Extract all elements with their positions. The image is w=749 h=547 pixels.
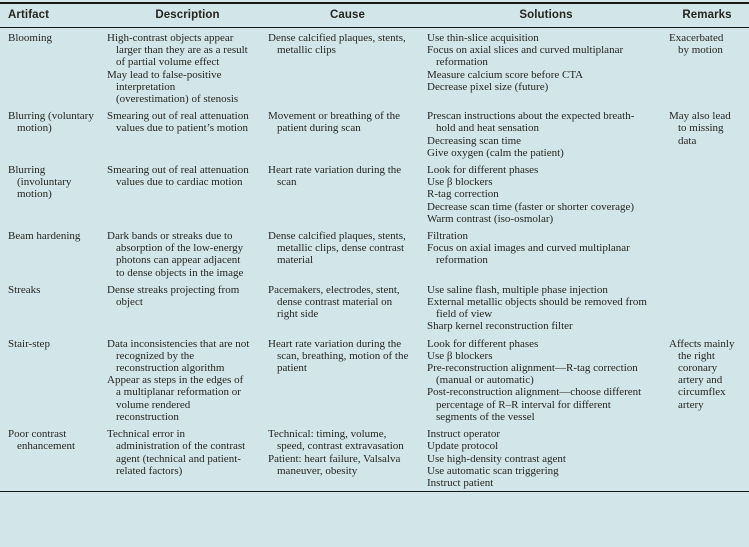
paragraph: Data inconsistencies that are not recognized by the reconstruction algorithm — [107, 337, 250, 375]
column-header-remarks: Remarks — [665, 3, 749, 28]
cell-remarks — [665, 28, 749, 108]
paragraph: Use β blockers — [427, 176, 493, 189]
artifact-label: Blooming — [8, 32, 53, 44]
cell-cause — [268, 335, 427, 425]
cell-remarks — [665, 281, 749, 335]
paragraph: Technical error in administration of the contrast agent (technical and patient-related factors) — [107, 428, 246, 477]
paragraph: Look for different phases — [427, 164, 539, 177]
paragraph: May lead to false-positive interpretation (overestimation) of stenosis — [107, 68, 239, 106]
paragraph: Post-reconstruction alignment—choose different percentage of R–R interval for different segments of the vessel — [427, 386, 642, 423]
artifact-label: Blurring (involuntary motion) — [8, 164, 72, 201]
cell-artifact — [0, 227, 107, 281]
paragraph: R-tag correction — [427, 188, 499, 201]
column-header-cause: Cause — [268, 3, 427, 28]
cell-cause — [268, 425, 427, 492]
paragraph: Decrease scan time (faster or shorter coverage) — [427, 200, 635, 213]
paragraph: Sharp kernel reconstruction filter — [427, 320, 573, 333]
paragraph: Smearing out of real attenuation values due to patient’s motion — [107, 110, 249, 135]
ct-artifacts-table — [0, 2, 749, 492]
cell-artifact — [0, 107, 107, 161]
paragraph: Dense streaks projecting from object — [107, 283, 240, 309]
artifact-label: Stair-step — [8, 337, 50, 350]
paragraph: Warm contrast (iso-osmolar) — [427, 212, 554, 225]
table-row-stair-step — [0, 335, 749, 425]
cell-solutions — [427, 227, 665, 281]
paragraph: Filtration — [427, 230, 468, 243]
column-header-solutions: Solutions — [427, 3, 665, 28]
cell-artifact — [0, 425, 107, 492]
paragraph: Focus on axial slices and curved multiplanar reformation — [427, 44, 624, 69]
cell-artifact — [0, 28, 107, 108]
cell-cause — [268, 161, 427, 227]
artifact-label: Poor contrast enhancement — [8, 428, 76, 453]
paragraph: Patient: heart failure, Valsalva maneuver, obesity — [268, 452, 401, 477]
paragraph: Measure calcium score before CTA — [427, 68, 584, 81]
cell-artifact — [0, 281, 107, 335]
paragraph: Decrease pixel size (future) — [427, 80, 549, 93]
cell-description — [107, 335, 268, 425]
cell-description — [107, 227, 268, 281]
paragraph: Heart rate variation during the scan — [268, 164, 402, 189]
cell-description — [107, 28, 268, 108]
artifact-label: Beam hardening — [8, 230, 81, 243]
paragraph: Instruct operator — [427, 428, 500, 441]
paragraph: Dense calcified plaques, stents, metallic clips — [268, 32, 406, 57]
paragraph: Give oxygen (calm the patient) — [427, 146, 564, 159]
cell-cause — [268, 28, 427, 108]
cell-solutions — [427, 28, 665, 108]
paragraph: Use saline flash, multiple phase injection — [427, 283, 608, 296]
paragraph: Dense calcified plaques, stents, metallic clips, dense contrast material — [268, 230, 406, 267]
paragraph: Use automatic scan triggering — [427, 464, 559, 477]
paragraph: Pacemakers, electrodes, stent, dense contrast material on right side — [268, 283, 400, 321]
cell-remarks — [665, 335, 749, 425]
column-header-artifact: Artifact — [0, 3, 107, 28]
table-header-row — [0, 3, 749, 28]
paragraph: Prescan instructions about the expected breath-hold and heat sensation — [427, 110, 635, 135]
paragraph: Appear as steps in the edges of a multiplanar reformation or volume rendered reconstruction — [107, 374, 244, 423]
paragraph: Decreasing scan time — [427, 134, 522, 147]
paragraph: Movement or breathing of the patient during scan — [268, 110, 400, 135]
artifact-label: Blurring (voluntary motion) — [8, 110, 94, 135]
cell-description — [107, 161, 268, 227]
artifact-label: Streaks — [8, 283, 41, 296]
paragraph: Exacerbated by motion — [669, 32, 724, 57]
cell-remarks — [665, 425, 749, 492]
paragraph: Focus on axial images and curved multiplanar reformation — [427, 242, 630, 267]
cell-cause — [268, 107, 427, 161]
paragraph: Use β blockers — [427, 349, 493, 362]
cell-artifact — [0, 161, 107, 227]
cell-description — [107, 425, 268, 492]
cell-solutions — [427, 107, 665, 161]
table-row-blurring-involuntary — [0, 161, 749, 227]
paragraph: Heart rate variation during the scan, breathing, motion of the patient — [268, 337, 409, 375]
paragraph: Pre-reconstruction alignment—R-tag correction (manual or automatic) — [427, 362, 638, 387]
cell-description — [107, 281, 268, 335]
cell-solutions — [427, 425, 665, 492]
paragraph: Dark bands or streaks due to absorption of the low-energy photons can appear adjacent to dense objects in the image — [107, 230, 244, 279]
cell-solutions — [427, 335, 665, 425]
table-row-blooming — [0, 28, 749, 108]
paragraph: Use high-density contrast agent — [427, 452, 566, 465]
paragraph: Look for different phases — [427, 337, 539, 350]
cell-cause — [268, 227, 427, 281]
paragraph: High-contrast objects appear larger than they are as a result of partial volume effect — [107, 32, 248, 69]
paragraph: Update protocol — [427, 440, 499, 453]
paragraph: Instruct patient — [427, 476, 494, 489]
paragraph: Use thin-slice acquisition — [427, 32, 539, 44]
paragraph: Technical: timing, volume, speed, contrast extravasation — [268, 428, 404, 453]
paragraph: Affects mainly the right coronary artery and circumflex artery — [669, 337, 735, 411]
table-row-streaks — [0, 281, 749, 335]
paragraph: May also lead to missing data — [669, 110, 731, 147]
cell-description — [107, 107, 268, 161]
table-row-poor-contrast-enhancement — [0, 425, 749, 492]
paragraph: Smearing out of real attenuation values due to cardiac motion — [107, 164, 249, 189]
cell-remarks — [665, 161, 749, 227]
table-row-blurring-voluntary — [0, 107, 749, 161]
cell-artifact — [0, 335, 107, 425]
cell-remarks — [665, 107, 749, 161]
cell-solutions — [427, 281, 665, 335]
paragraph: External metallic objects should be removed from field of view — [427, 296, 647, 321]
column-header-description: Description — [107, 3, 268, 28]
cell-cause — [268, 281, 427, 335]
table-row-beam-hardening — [0, 227, 749, 281]
cell-solutions — [427, 161, 665, 227]
cell-remarks — [665, 227, 749, 281]
